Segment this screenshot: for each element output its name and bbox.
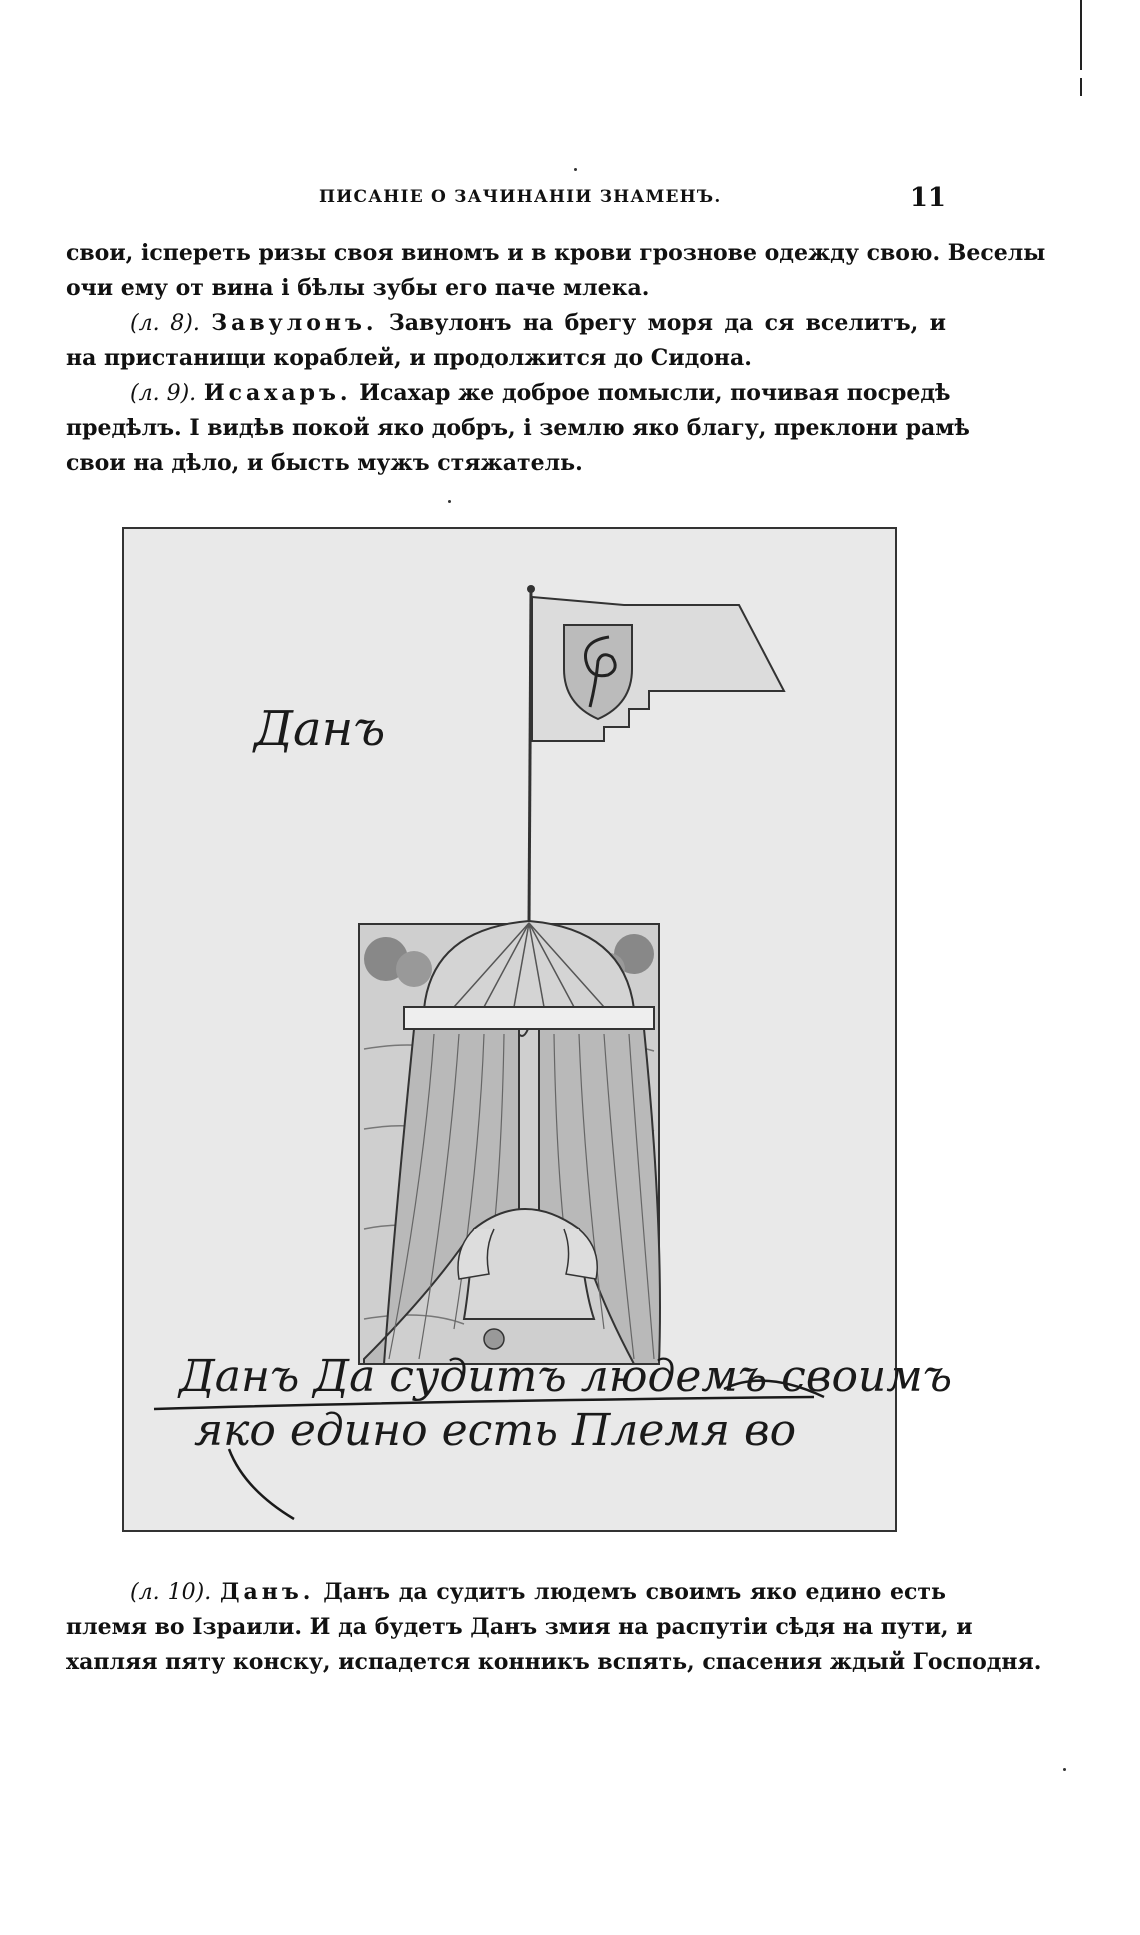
top-text-block — [66, 236, 1046, 481]
text-line: на пристанищи кораблей, и продолжится до Сидона. — [66, 345, 752, 371]
page-edge-mark — [1080, 78, 1082, 96]
figure-caption-line-1: Данъ Да судитъ людемъ своимъ — [179, 1351, 953, 1402]
tribe-name: Исахаръ. — [203, 380, 352, 406]
paragraph-zavulon — [66, 306, 946, 341]
running-header — [66, 183, 946, 217]
text-segment: Данъ да судитъ людемъ своимъ яко едино есть — [323, 1579, 946, 1605]
illustration-dan-tent — [122, 527, 953, 1532]
bottom-text-block — [66, 1575, 1042, 1680]
text-line: предѣлъ. І видѣв покой яко добръ, і землю яко благу, преклони рамѣ — [66, 415, 970, 441]
text-line: свои на дѣло, и бысть мужъ стяжатель. — [66, 450, 583, 476]
folio-reference: (л. 8). — [130, 311, 200, 336]
text-segment: Завулонъ на брегу моря да ся вселитъ, и — [388, 310, 946, 336]
text-line: свои, іспереть ризы своя виномъ и в крови грознове одежду свою. Веселы — [66, 240, 1046, 266]
flag-pole — [529, 591, 531, 924]
tribe-name: Завулонъ. — [211, 310, 378, 336]
header-title: ПИСАНІЕ О ЗАЧИНАНІИ ЗНАМЕНЪ. — [319, 187, 722, 207]
figure-label-name: Данъ — [254, 701, 386, 757]
paragraph-isakhar — [66, 376, 951, 411]
folio-reference: (л. 9). — [130, 381, 197, 406]
text-line: хапляя пяту конску, испадется конникъ вспять, спасения ждый Господня. — [66, 1649, 1042, 1675]
pole-finial — [527, 585, 535, 593]
ground-stone — [484, 1329, 504, 1349]
text-line: племя во Ізраили. И да будетъ Данъ змия на распутіи сѣдя на пути, и — [66, 1614, 973, 1640]
print-speck — [574, 168, 577, 171]
paragraph-dan — [66, 1575, 946, 1610]
text-segment: Исахар же доброе помысли, почивая посредѣ — [359, 380, 951, 406]
folio-reference: (л. 10). — [130, 1580, 212, 1605]
text-line: очи ему от вина і бѣлы зубы его паче млека. — [66, 275, 650, 301]
print-speck — [1063, 1768, 1066, 1771]
tribe-name: Данъ. — [219, 1579, 315, 1605]
page-edge-mark — [1080, 0, 1082, 70]
tent-valance — [404, 1007, 654, 1029]
print-speck — [448, 500, 451, 503]
page-number: 11 — [909, 183, 946, 213]
figure-caption-line-2: яко едино есть Племя во — [194, 1405, 797, 1456]
